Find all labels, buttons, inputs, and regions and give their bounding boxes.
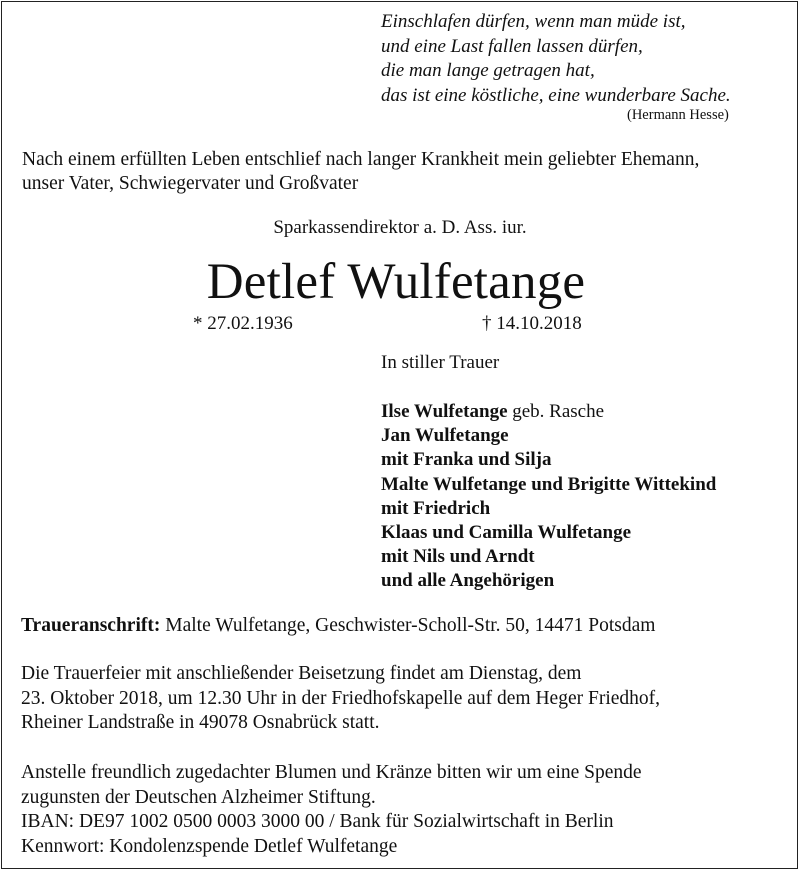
ceremony-line: 23. Oktober 2018, um 12.30 Uhr in der Friedhofskapelle auf dem Heger Friedhof, [21,687,661,709]
intro-line: Nach einem erfüllten Leben entschlief nach langer Krankheit mein geliebter Ehemann, [22,149,700,170]
intro-text [22,148,792,196]
mourner-name: mit Franka und Silja [381,449,552,471]
donation-line: IBAN: DE97 1002 0500 0003 3000 00 / Bank für Sozialwirtschaft in Berlin [21,811,614,832]
mourner-name: Jan Wulfetange [381,425,509,447]
poem-line: Einschlafen dürfen, wenn man müde ist, [381,11,686,32]
mourner-note: geb. Rasche [507,401,605,422]
mourner-name: und alle Angehörigen [381,570,555,592]
poem-quote [381,10,781,108]
donation-line: Kennwort: Kondolenzspende Detlef Wulfetange [21,835,398,857]
poem-author: (Hermann Hesse) [627,107,729,123]
address-label: Traueranschrift: [21,615,161,636]
poem-line: und eine Last fallen lassen dürfen, [381,35,643,57]
donation-info [21,761,791,859]
poem-line: die man lange getragen hat, [381,60,595,81]
mourner-name: mit Friedrich [381,497,491,519]
mourner-entry [381,400,791,424]
mourner-name: Ilse Wulfetange [381,401,508,422]
deceased-name: Detlef Wulfetange [206,254,586,310]
mourning-address [21,615,655,637]
mourner-entry [381,569,791,593]
mourner-name: mit Nils und Arndt [381,546,535,568]
mourner-name: Malte Wulfetange und Brigitte Wittekind [381,473,717,495]
ceremony-line: Rheiner Landstraße in 49078 Osnabrück statt. [21,712,380,733]
mourner-entry [381,545,791,569]
mourner-entry [381,448,791,472]
mourner-entry [381,424,791,448]
deceased-title: Sparkassendirektor a. D. Ass. iur. [273,217,527,238]
death-date: † 14.10.2018 [482,313,582,334]
mourner-entry [381,473,791,497]
mourner-entry [381,497,791,521]
mourners-list [381,400,791,594]
ceremony-info [21,662,791,736]
address-text: Malte Wulfetange, Geschwister-Scholl-Str. 50, 14471 Potsdam [160,615,656,636]
ceremony-line: Die Trauerfeier mit anschließender Beisetzung findet am Dienstag, dem [21,663,582,684]
mourning-phrase: In stiller Trauer [381,352,500,373]
birth-date: * 27.02.1936 [193,313,293,334]
poem-line: das ist eine köstliche, eine wunderbare Sache. [381,84,731,106]
donation-line: Anstelle freundlich zugedachter Blumen und Kränze bitten wir um eine Spende [21,762,642,783]
mourner-entry [381,521,791,545]
intro-line: unser Vater, Schwiegervater und Großvater [22,173,359,194]
mourner-name: Klaas und Camilla Wulfetange [381,522,632,544]
donation-line: zugunsten der Deutschen Alzheimer Stiftung. [21,786,376,808]
